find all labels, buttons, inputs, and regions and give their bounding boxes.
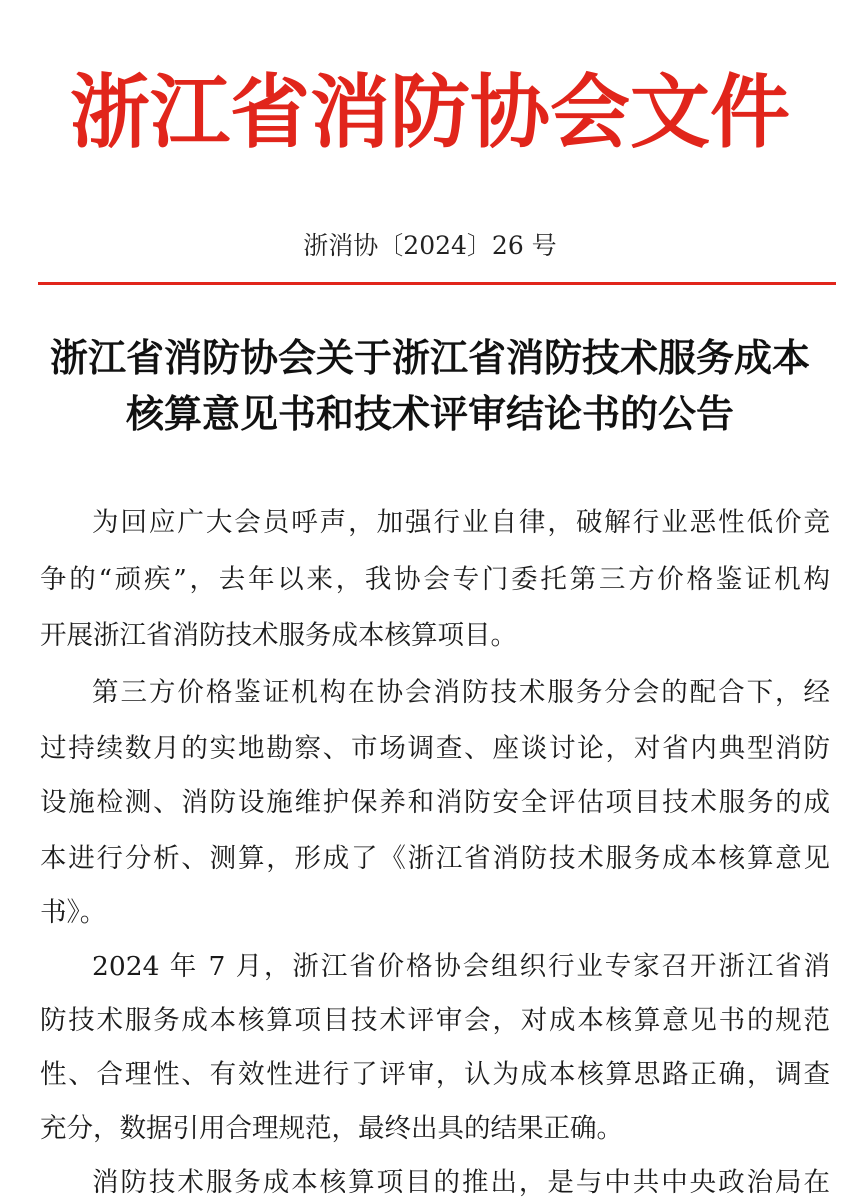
body-line: 消防技术服务成本核算项目的推出，是与中共中央政治局在 xyxy=(92,1167,830,1198)
document-title-line-2: 核算意见书和技术评审结论书的公告 xyxy=(125,391,734,436)
body-line: 本进行分析、测算，形成了《浙江省消防技术服务成本核算意见 xyxy=(40,843,830,874)
body-line: 开展浙江省消防技术服务成本核算项目。 xyxy=(40,620,517,651)
document-number: 浙消协〔2024〕26 号 xyxy=(303,231,557,260)
document-title-line-1: 浙江省消防协会关于浙江省消防技术服务成本 xyxy=(49,335,810,380)
body-line: 争的“顽疾”，去年以来，我协会专门委托第三方价格鉴证机构 xyxy=(40,564,830,595)
body-line: 过持续数月的实地勘察、市场调查、座谈讨论，对省内典型消防 xyxy=(40,733,830,764)
body-line: 2024 年 7 月，浙江省价格协会组织行业专家召开浙江省消 xyxy=(92,951,830,982)
red-divider-line xyxy=(38,282,836,285)
body-line: 为回应广大会员呼声，加强行业自律，破解行业恶性低价竞 xyxy=(92,507,830,538)
body-line: 第三方价格鉴证机构在协会消防技术服务分会的配合下，经 xyxy=(92,677,830,708)
body-line: 设施检测、消防设施维护保养和消防安全评估项目技术服务的成 xyxy=(40,787,830,818)
body-line: 书》。 xyxy=(40,897,107,928)
document-masthead: 浙江省消防协会文件 xyxy=(70,65,790,159)
body-line: 充分，数据引用合理规范，最终出具的结果正确。 xyxy=(40,1113,623,1144)
body-line: 防技术服务成本核算项目技术评审会，对成本核算意见书的规范 xyxy=(40,1005,830,1036)
body-line: 性、合理性、有效性进行了评审，认为成本核算思路正确，调查 xyxy=(40,1059,830,1090)
